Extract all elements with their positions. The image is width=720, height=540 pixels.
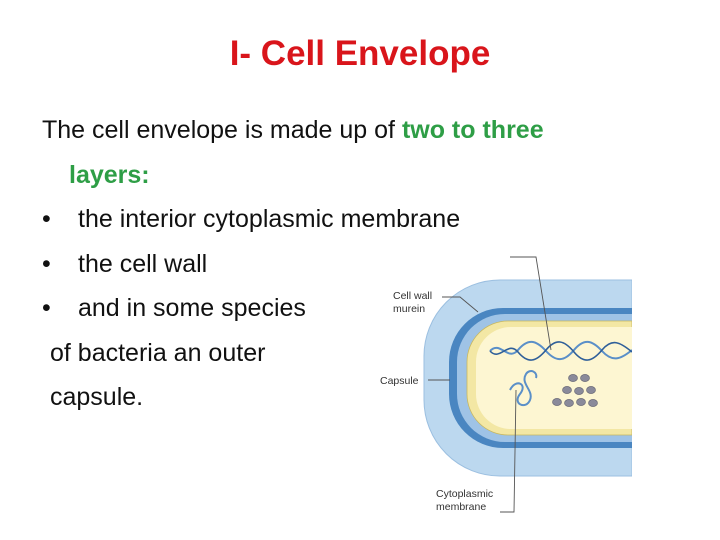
membrane-label: membrane (436, 501, 487, 513)
slide-title: I- Cell Envelope (229, 34, 491, 73)
bullet-icon: • (42, 205, 51, 233)
capsule-label: Capsule (380, 375, 419, 387)
bullet-text: and in some species (78, 294, 306, 322)
cell-wall-label: Cell wall (393, 290, 433, 302)
cytoplasmic-label: Cytoplasmic (436, 488, 494, 500)
intro-continuation: layers: (69, 160, 150, 189)
bullet-text: the cell wall (78, 249, 208, 278)
bullet-icon: • (42, 249, 51, 278)
bullet-item (42, 197, 682, 242)
continuation-line: capsule. (50, 383, 144, 411)
bullet-icon: • (42, 294, 51, 322)
bacterial-cell-illustration (370, 250, 632, 520)
murein-label: murein (393, 303, 426, 315)
intro-text: The cell envelope is made up of (42, 116, 402, 144)
cell-envelope-diagram (370, 250, 632, 520)
continuation-line: of bacteria an outer (50, 338, 266, 367)
intro-line (42, 108, 682, 153)
intro-highlight: two to three (401, 116, 544, 144)
bullet-text: the interior cytoplasmic membrane (78, 205, 461, 233)
